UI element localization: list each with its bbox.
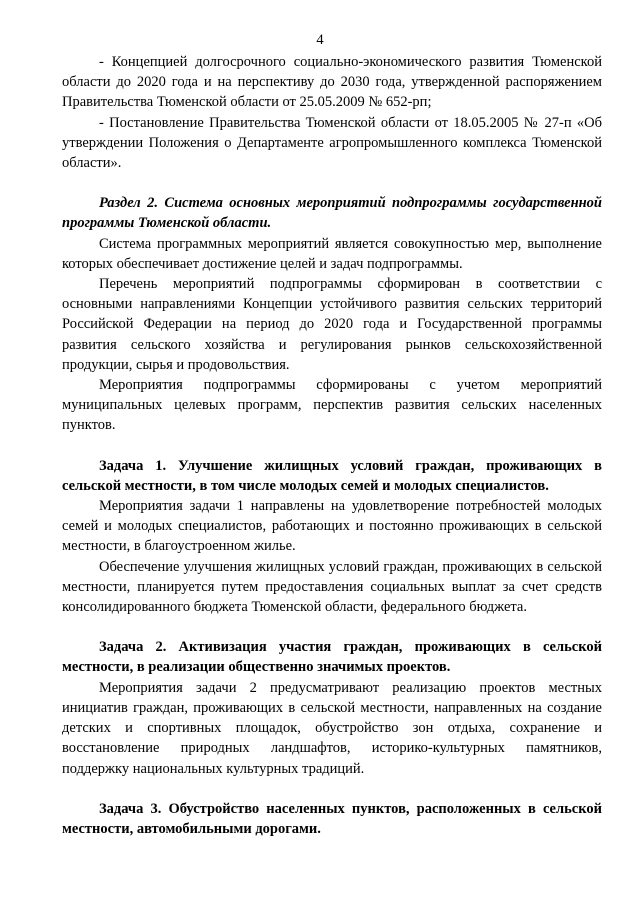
document-body [62,52,602,839]
body-paragraph: Система программных мероприятий является совокупностью мер, выполнение которых обеспечивает достижение целей и задач подпрограммы. [62,235,602,272]
body-paragraph: Мероприятия задачи 1 направлены на удовлетворение потребностей молодых семей и молодых специалистов, работающих и постоянно проживающих в сельской местности, в благоустроенном жилье. [62,498,602,555]
task-heading: Задача 2. Активизация участия граждан, проживающих в сельской местности, в реализации общественно значимых проектов. [62,639,602,676]
task-heading: Задача 1. Улучшение жилищных условий граждан, проживающих в сельской местности, в том числе молодых семей и молодых специалистов. [62,457,602,494]
paragraph-spacer [62,436,602,456]
paragraph-spacer [62,779,602,799]
body-paragraph: Обеспечение улучшения жилищных условий граждан, проживающих в сельской местности, планируется путем предоставления социальных выплат за счет средств консолидированного бюджета Тюменской области, федерального бюджета. [62,558,602,616]
page-number: 4 [316,32,324,48]
paragraph-spacer [62,617,602,637]
paragraph-spacer [62,173,602,193]
task-heading: Задача 3. Обустройство населенных пунктов, расположенных в сельской местности, автомобильными дорогами. [62,800,602,837]
body-paragraph: Мероприятия подпрограммы сформированы с учетом мероприятий муниципальных целевых программ, перспектив развития сельских населенных пунктов. [62,377,602,434]
section-heading: Раздел 2. Система основных мероприятий подпрограммы государственной программы Тюменской области. [62,195,602,232]
body-paragraph: Перечень мероприятий подпрограммы сформирован в соответствии с основными направлениями Концепции устойчивого развития сельских территорий Российской Федерации на период до 2020 года и Государственной программы развития сельского хозяйства и регулирования рынков сельскохозяйственной продукции, сырья и продовольствия. [62,276,602,373]
body-paragraph: - Постановление Правительства Тюменской области от 18.05.2005 № 27-п «Об утверждении Положения о Департаменте агропромышленного комплекса Тюменской области». [62,114,602,172]
body-paragraph: - Концепцией долгосрочного социально-экономического развития Тюменской области до 2020 года и на перспективу до 2030 года, утвержденной распоряжением Правительства Тюменской области от 25.05.2009 № 652-рп; [62,54,602,111]
body-paragraph: Мероприятия задачи 2 предусматривают реализацию проектов местных инициатив граждан, проживающих в сельской местности, направленных на создание детских и спортивных площадок, обустройство зон отдыха, сохранение и восстановление природных ландшафтов, историко-культурных памятников, поддержку национальных культурных традиций. [62,679,602,777]
